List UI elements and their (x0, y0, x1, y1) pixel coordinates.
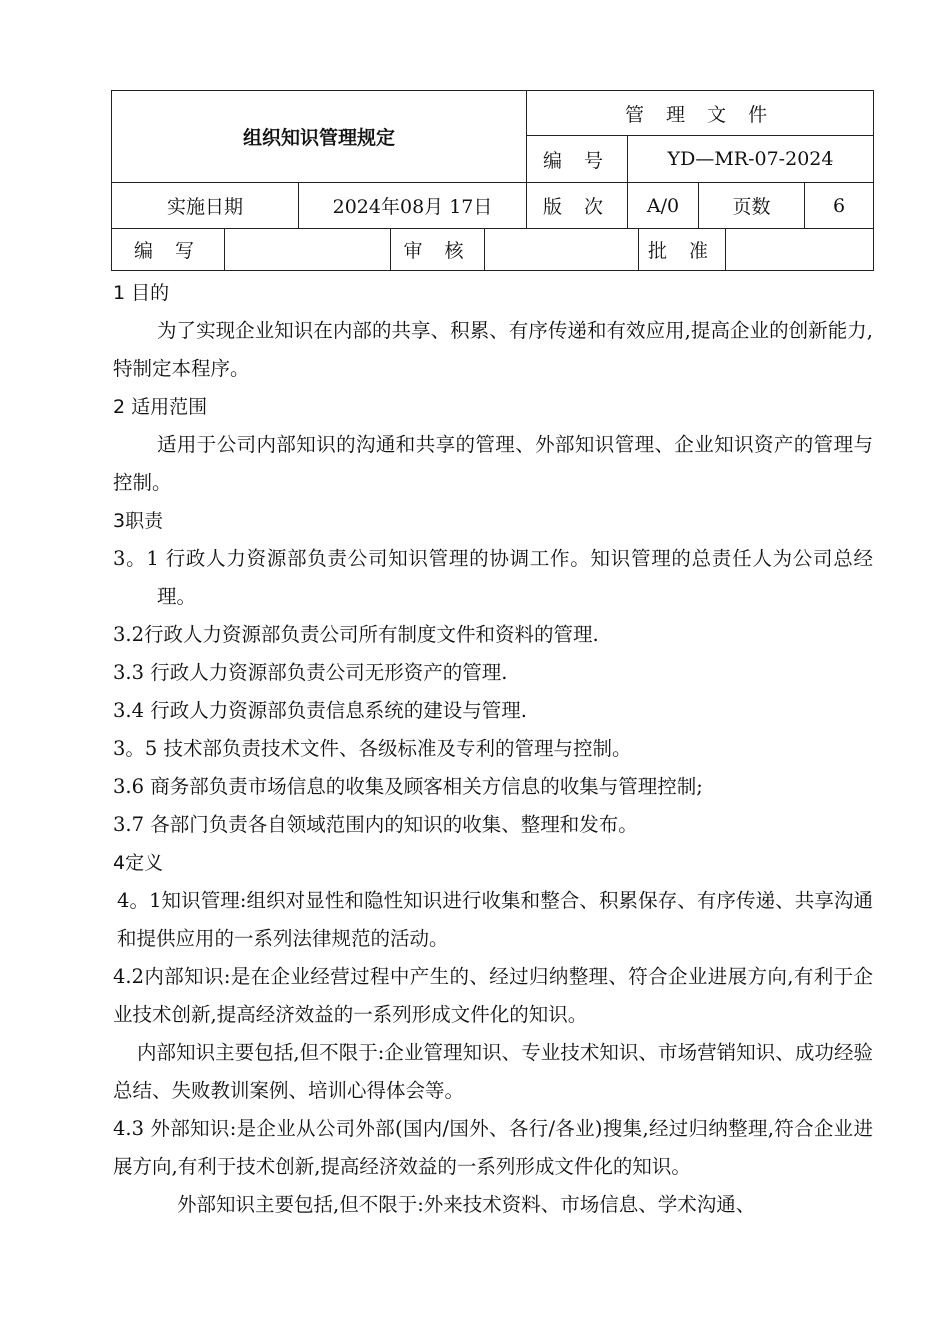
writer-label: 编 写 (112, 228, 225, 271)
code-label: 编 号 (527, 136, 628, 183)
approver-label: 批 准 (639, 228, 726, 271)
paragraph-external-knowledge: 外部知识主要包括,但不限于:外来技术资料、市场信息、学术沟通、 (177, 1193, 756, 1216)
paragraph-scope: 适用于公司内部知识的沟通和共享的管理、外部知识管理、企业知识资产的管理与控制。 (113, 433, 873, 494)
responsibility-3-7: 3.7 各部门负责各自领域范围内的知识的收集、整理和发布。 (113, 813, 638, 836)
responsibility-3-4: 3.4 行政人力资源部负责信息系统的建设与管理. (113, 699, 527, 722)
date-label: 实施日期 (112, 183, 299, 229)
definition-4-3: 4.3 外部知识:是企业从公司外部(国内/国外、各行/各业)搜集,经过归纳整理,符合企业进展方向,有利于技术创新,提高经济效益的一系列形成文件化的知识。 (113, 1117, 873, 1178)
date-value: 2024年08月 17日 (299, 183, 527, 229)
document-type: 管 理 文 件 (527, 91, 874, 136)
section-heading-purpose: 1 目的 (113, 282, 170, 304)
approver-field (726, 228, 874, 271)
document-title: 组织知识管理规定 (112, 91, 527, 183)
version-label: 版 次 (527, 183, 628, 229)
version-value: A/0 (628, 183, 699, 229)
responsibility-3-2: 3.2行政人力资源部负责公司所有制度文件和资料的管理. (113, 623, 599, 646)
paragraph-purpose: 为了实现企业知识在内部的共享、积累、有序传递和有效应用,提高企业的创新能力,特制定本程序。 (113, 319, 873, 380)
section-heading-scope: 2 适用范围 (113, 396, 208, 418)
pages-label: 页数 (699, 183, 805, 229)
code-value: YD—MR-07-2024 (628, 136, 874, 183)
responsibility-3-1: 3。1 行政人力资源部负责公司知识管理的协调工作。知识管理的总责任人为公司总经理。 (113, 547, 873, 608)
writer-field (225, 228, 391, 271)
reviewer-label: 审 核 (391, 228, 485, 271)
reviewer-field (485, 228, 639, 271)
responsibility-3-3: 3.3 行政人力资源部负责公司无形资产的管理. (113, 661, 508, 684)
document-header-table (111, 90, 874, 229)
definition-4-2: 4.2内部知识:是在企业经营过程中产生的、经过归纳整理、符合企业进展方向,有利于企业技术创新,提高经济效益的一系列形成文件化的知识。 (113, 965, 873, 1026)
pages-value: 6 (805, 183, 874, 229)
approval-table (111, 228, 874, 271)
paragraph-internal-knowledge: 内部知识主要包括,但不限于:企业管理知识、专业技术知识、市场营销知识、成功经验总结、失败教训案例、培训心得体会等。 (113, 1041, 873, 1102)
responsibility-3-6: 3.6 商务部负责市场信息的收集及顾客相关方信息的收集与管理控制; (113, 775, 703, 798)
document-body (113, 274, 873, 1224)
section-heading-definitions: 4定义 (113, 852, 164, 874)
responsibility-3-5: 3。5 技术部负责技术文件、各级标准及专利的管理与控制。 (113, 737, 632, 760)
definition-4-1: 4。1知识管理:组织对显性和隐性知识进行收集和整合、积累保存、有序传递、共享沟通和提供应用的一系列法律规范的活动。 (117, 889, 873, 950)
section-heading-responsibilities: 3职责 (113, 510, 164, 532)
